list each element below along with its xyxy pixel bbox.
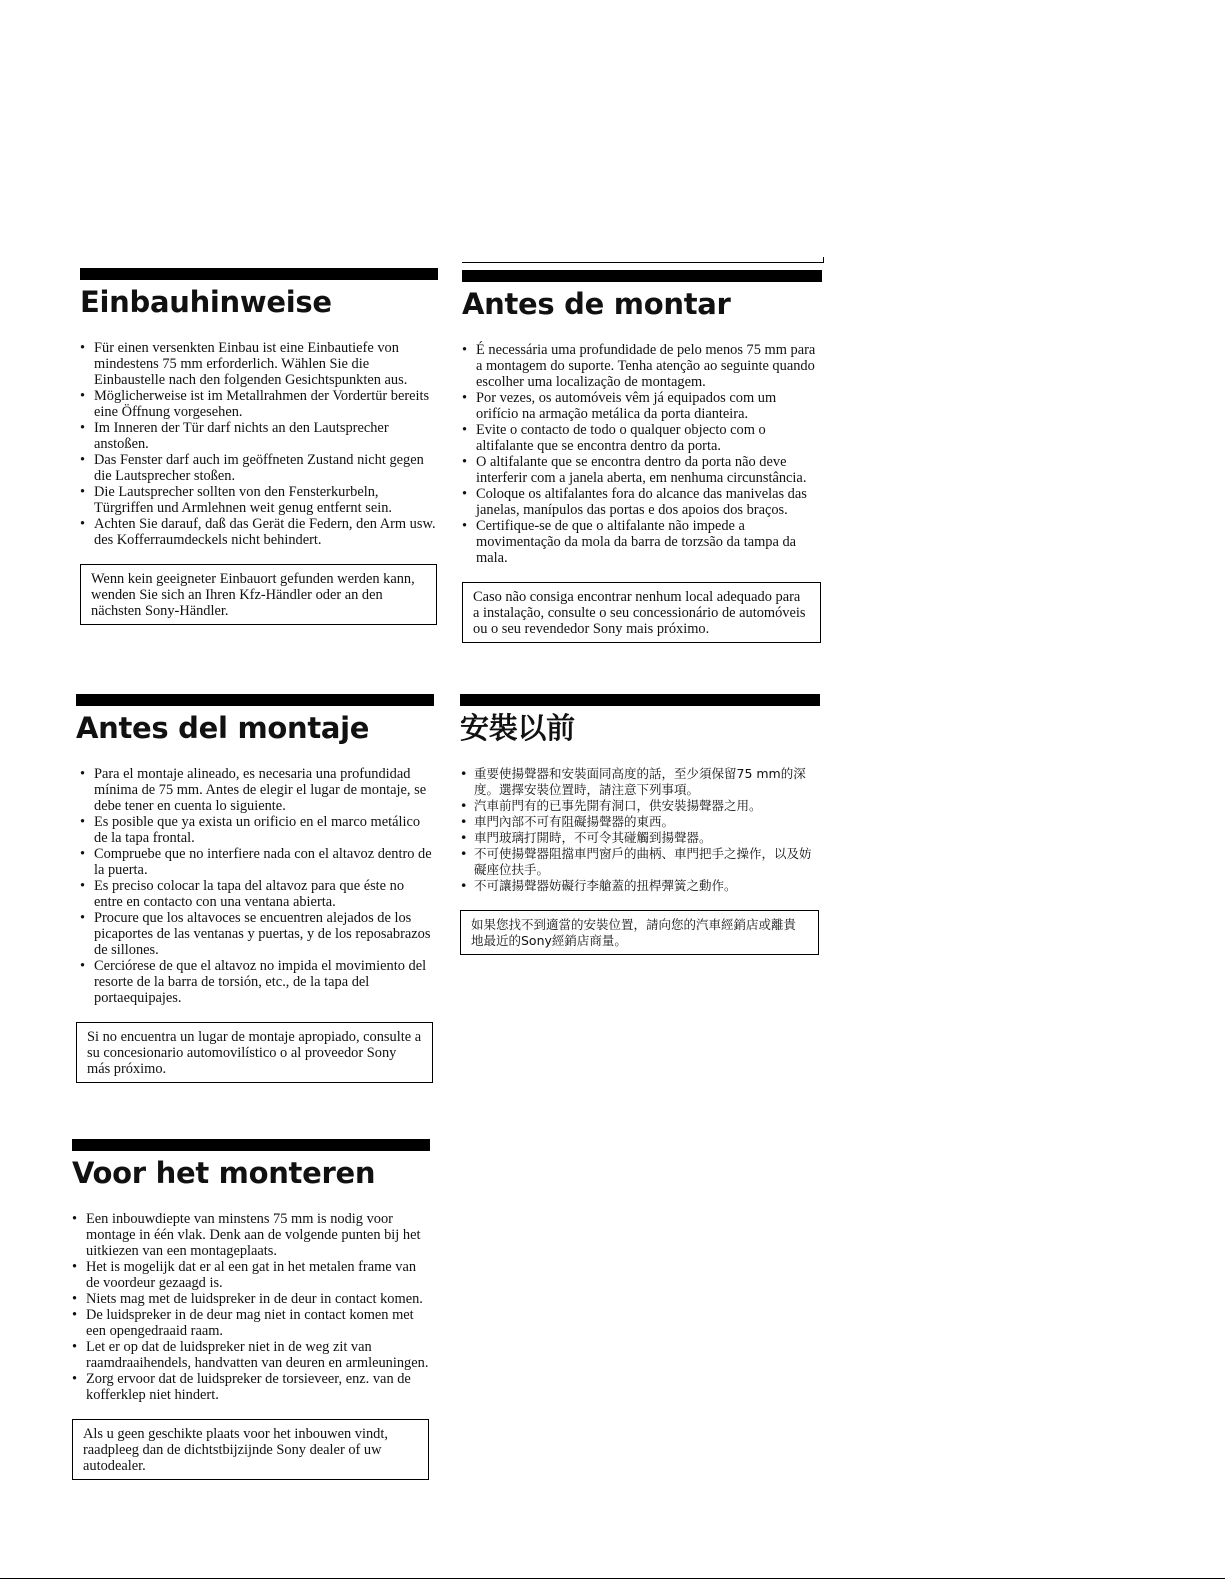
list-item: • É necessária uma profundidade de pelo menos 75 mm para a montagem do suporte. Tenha atenção ao seguinte quando escolher uma localização de montagem.: [462, 342, 822, 390]
list-item: • Niets mag met de luidspreker in de deur in contact komen.: [72, 1291, 430, 1307]
note-box: Als u geen geschikte plaats voor het inbouwen vindt, raadpleeg dan de dichtstbijzijnde Sony dealer of uw autodealer.: [72, 1419, 429, 1480]
section-bar: [462, 270, 822, 282]
bullet-list: [80, 340, 438, 548]
bullet-list: [462, 342, 822, 566]
section-title: Voor het monteren: [72, 1156, 376, 1190]
list-item: • Möglicherweise ist im Metallrahmen der Vordertür bereits eine Öffnung vorgesehen.: [80, 388, 438, 420]
list-item: • Let er op dat de luidspreker niet in de weg zit van raamdraaihendels, handvatten van deuren en armleuningen.: [72, 1339, 430, 1371]
section-bar: [76, 694, 434, 706]
list-item: • Es posible que ya exista un orificio en el marco metálico de la tapa frontal.: [80, 814, 434, 846]
list-item: • 不可讓揚聲器妨礙行李艙蓋的扭桿彈簧之動作。: [460, 878, 820, 894]
section-portuguese: [462, 270, 822, 643]
note-box: Si no encuentra un lugar de montaje apropiado, consulte a su concesionario automovilístico o al proveedor Sony más próximo.: [76, 1022, 433, 1083]
list-item: • Por vezes, os automóveis vêm já equipados com um orifício na armação metálica da porta dianteira.: [462, 390, 822, 422]
section-spanish: [76, 694, 434, 1083]
section-title: Antes del montaje: [76, 711, 370, 745]
section-title: Antes de montar: [462, 287, 731, 321]
list-item: • Evite o contacto de todo o qualquer objecto com o altifalante que se encontra dentro da porta.: [462, 422, 822, 454]
section-dutch: [72, 1139, 430, 1480]
bullet-list: [460, 766, 820, 894]
bullet-list: [72, 1211, 430, 1403]
list-item: • Für einen versenkten Einbau ist eine Einbautiefe von mindestens 75 mm erforderlich. Wählen Sie die Einbaustelle nach den folgenden Gesichtspunkten aus.: [80, 340, 438, 388]
note-box: Caso não consiga encontrar nenhum local adequado para a instalação, consulte o seu concessionário de automóveis ou o seu revendedor Sony mais próximo.: [462, 582, 821, 643]
section-bar: [80, 268, 438, 280]
list-item: • 不可使揚聲器阻擋車門窗戶的曲柄、車門把手之操作，以及妨礙座位扶手。: [460, 846, 820, 878]
list-item: • Para el montaje alineado, es necesaria una profundidad mínima de 75 mm. Antes de elegir el lugar de montaje, se debe tener en cuenta lo siguiente.: [80, 766, 434, 814]
list-item: • Certifique-se de que o altifalante não impede a movimentação da mola da barra de torzsão da tampa da mala.: [462, 518, 822, 566]
note-box: Wenn kein geeigneter Einbauort gefunden werden kann, wenden Sie sich an Ihren Kfz-Händler oder an den nächsten Sony-Händler.: [80, 564, 437, 625]
list-item: • De luidspreker in de deur mag niet in contact komen met een opengedraaid raam.: [72, 1307, 430, 1339]
section-title: Einbauhinweise: [80, 285, 332, 319]
list-item: • Das Fenster darf auch im geöffneten Zustand nicht gegen die Lautsprecher stoßen.: [80, 452, 438, 484]
section-title: 安裝以前: [460, 711, 575, 745]
section-chinese: [460, 694, 820, 955]
section-german: [80, 268, 438, 625]
list-item: • 車門內部不可有阻礙揚聲器的東西。: [460, 814, 820, 830]
list-item: • Im Inneren der Tür darf nichts an den Lautsprecher anstoßen.: [80, 420, 438, 452]
list-item: • Die Lautsprecher sollten von den Fensterkurbeln, Türgriffen und Armlehnen weit genug entfernt sein.: [80, 484, 438, 516]
list-item: • 車門玻璃打開時，不可令其碰觸到揚聲器。: [460, 830, 820, 846]
list-item: • Compruebe que no interfiere nada con el altavoz dentro de la puerta.: [80, 846, 434, 878]
list-item: • O altifalante que se encontra dentro da porta não deve interferir com a janela aberta, em nenhuma circunstância.: [462, 454, 822, 486]
list-item: • Es preciso colocar la tapa del altavoz para que éste no entre en contacto con una ventana abierta.: [80, 878, 434, 910]
list-item: • Cerciórese de que el altavoz no impida el movimiento del resorte de la barra de torsión, etc., de la tapa del portaequipajes.: [80, 958, 434, 1006]
bullet-list: [76, 766, 434, 1006]
list-item: • Coloque os altifalantes fora do alcance das manivelas das janelas, manípulos das portas e dos apoios dos braços.: [462, 486, 822, 518]
list-item: • 汽車前門有的已事先開有洞口，供安裝揚聲器之用。: [460, 798, 820, 814]
list-item: • Zorg ervoor dat de luidspreker de torsieveer, enz. van de kofferklep niet hindert.: [72, 1371, 430, 1403]
list-item: • Procure que los altavoces se encuentren alejados de los picaportes de las ventanas y puertas, y de los reposabrazos de sillones.: [80, 910, 434, 958]
list-item: • Achten Sie darauf, daß das Gerät die Federn, den Arm usw. des Kofferraumdeckels nicht behindert.: [80, 516, 438, 548]
note-box: 如果您找不到適當的安裝位置，請向您的汽車經銷店或離貴地最近的Sony經銷店商量。: [460, 910, 819, 955]
section-bar: [460, 694, 820, 706]
section-bar: [72, 1139, 430, 1151]
top-rule: [462, 262, 824, 263]
bottom-rule: [0, 1578, 1225, 1579]
list-item: • 重要使揚聲器和安裝面同高度的話，至少須保留75 mm的深度。選擇安裝位置時，請注意下列事項。: [460, 766, 820, 798]
list-item: • Een inbouwdiepte van minstens 75 mm is nodig voor montage in één vlak. Denk aan de volgende punten bij het uitkiezen van een montageplaats.: [72, 1211, 430, 1259]
list-item: • Het is mogelijk dat er al een gat in het metalen frame van de voordeur gezaagd is.: [72, 1259, 430, 1291]
